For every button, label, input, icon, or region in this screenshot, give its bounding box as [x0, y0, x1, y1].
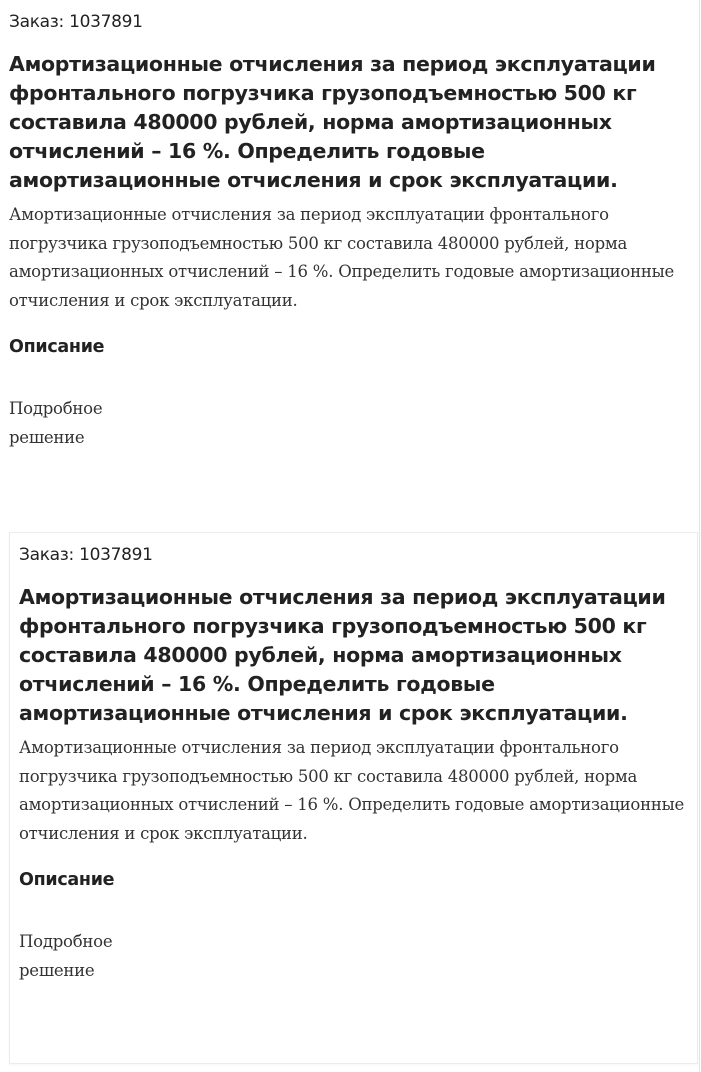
task-body: Амортизационные отчисления за период эксплуатации фронтального погрузчика грузоподъемностью 500 кг составила 480000 рублей, норма амортизационных отчислений – 16 %. Определить годовые амортизационные отчисления и срок эксплуатации.: [9, 205, 674, 310]
detailed-solution-link[interactable]: Подробное решение: [19, 932, 113, 980]
detailed-solution-link[interactable]: Подробное решение: [9, 399, 103, 447]
description-title: Описание: [19, 870, 115, 890]
order-number: Заказ: 1037891: [9, 12, 143, 32]
description-title: Описание: [9, 337, 105, 357]
order-card-bottom: [9, 532, 698, 1064]
task-heading: Амортизационные отчисления за период эксплуатации фронтального погрузчика грузоподъемностью 500 кг составила 480000 рублей, норма амортизационных отчислений – 16 %. Определить годовые амортизационные отчисления и срок эксплуатации.: [19, 585, 666, 725]
task-body: Амортизационные отчисления за период эксплуатации фронтального погрузчика грузоподъемностью 500 кг составила 480000 рублей, норма амортизационных отчислений – 16 %. Определить годовые амортизационные отчисления и срок эксплуатации.: [19, 738, 684, 843]
order-number: Заказ: 1037891: [19, 545, 153, 565]
task-heading: Амортизационные отчисления за период эксплуатации фронтального погрузчика грузоподъемностью 500 кг составила 480000 рублей, норма амортизационных отчислений – 16 %. Определить годовые амортизационные отчисления и срок эксплуатации.: [9, 52, 656, 192]
